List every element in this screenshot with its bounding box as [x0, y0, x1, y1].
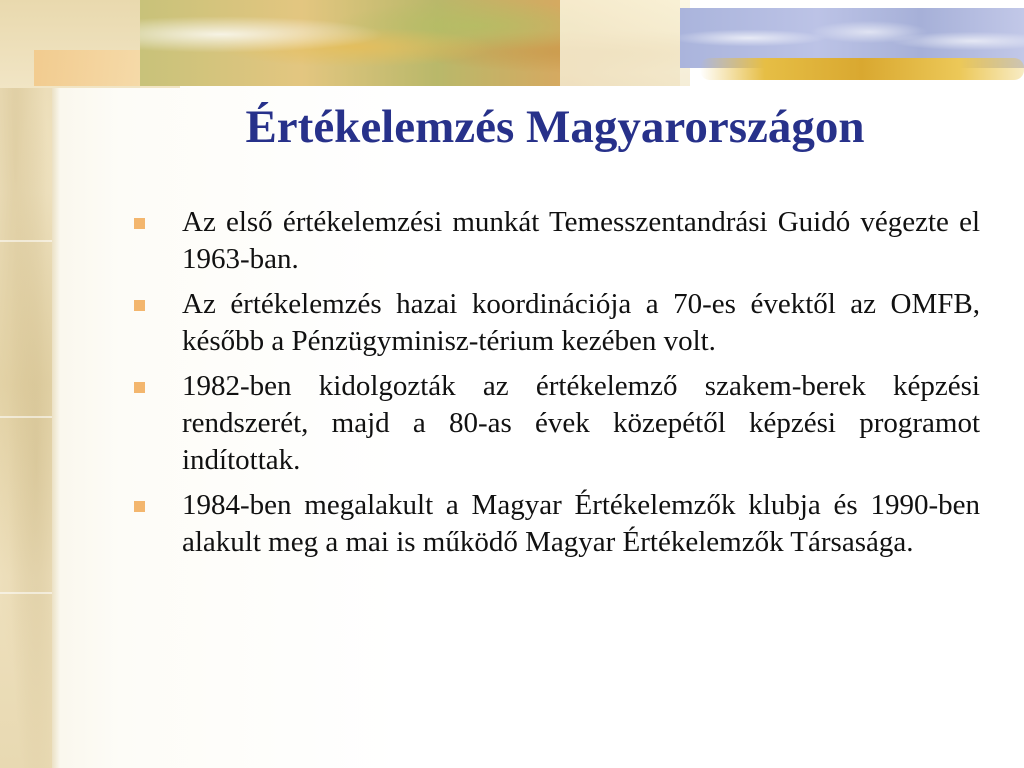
- top-decorative-band: [0, 0, 1024, 88]
- square-bullet-icon: [134, 382, 145, 393]
- bullet-text-3: 1982-ben kidolgozták az értékelemző szakem-berek képzési rendszerét, majd a 80-as évek közepétől képzési programot indítottak.: [182, 370, 980, 476]
- bullet-item-1: [130, 204, 980, 278]
- bullet-item-4: [130, 487, 980, 561]
- bullet-list: [130, 204, 980, 569]
- bullet-text-1: Az első értékelemzési munkát Temesszentandrási Guidó végezte el 1963-ban.: [182, 206, 980, 275]
- square-bullet-icon: [134, 218, 145, 229]
- square-bullet-icon: [134, 501, 145, 512]
- bullet-text-4: 1984-ben megalakult a Magyar Értékelemzők klubja és 1990-ben alakult meg a mai is működő Magyar Értékelemzők Társasága.: [182, 489, 980, 558]
- square-bullet-icon: [134, 300, 145, 311]
- band-cream-block: [560, 0, 690, 86]
- band-orange-block: [34, 50, 144, 86]
- band-gold-grass-image: [700, 58, 1024, 80]
- bullet-item-2: [130, 286, 980, 360]
- slide-title: Értékelemzés Magyarországon: [245, 101, 865, 153]
- bullet-item-3: [130, 368, 980, 479]
- bullet-text-2: Az értékelemzés hazai koordinációja a 70-es évektől az OMFB, később a Pénzügyminisz-térium kezében volt.: [182, 288, 980, 357]
